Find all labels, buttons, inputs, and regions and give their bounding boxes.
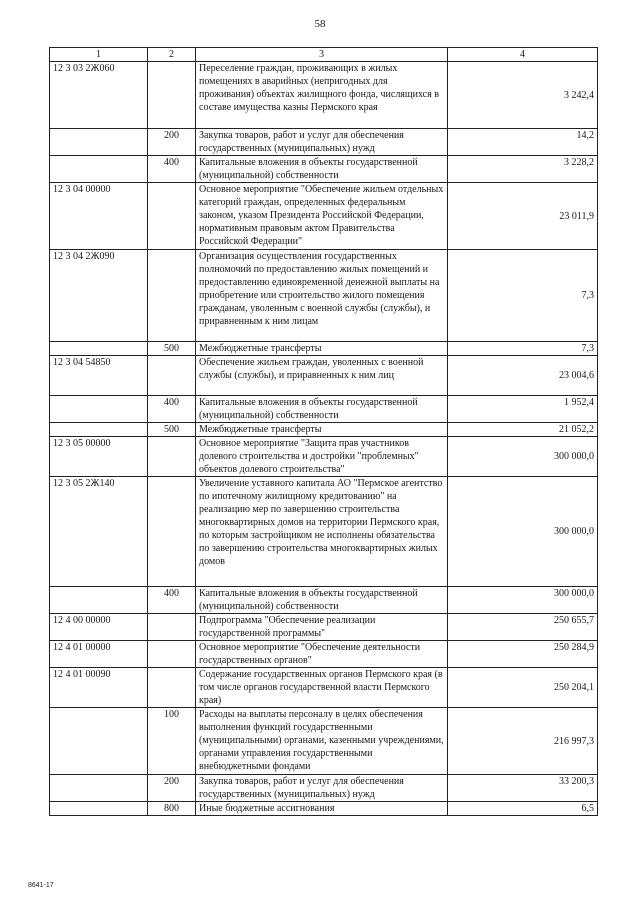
header-row <box>50 48 598 62</box>
table-row <box>50 423 598 437</box>
table-row <box>50 614 598 641</box>
header-col-1: 1 <box>50 48 148 62</box>
row-code: 12 3 05 00000 <box>50 437 148 477</box>
table-row <box>50 802 598 816</box>
row-code <box>50 342 148 356</box>
table-row <box>50 62 598 129</box>
row-amount: 250 284,9 <box>448 641 598 668</box>
row-expense-type <box>148 614 196 641</box>
row-name: Капитальные вложения в объекты государственной (муниципальной) собственности <box>196 396 448 423</box>
row-name: Основное мероприятие "Обеспечение деятельности государственных органов" <box>196 641 448 668</box>
row-amount: 6,5 <box>448 802 598 816</box>
row-expense-type: 400 <box>148 156 196 183</box>
row-amount: 14,2 <box>448 129 598 156</box>
row-expense-type <box>148 183 196 250</box>
table-row <box>50 129 598 156</box>
row-amount: 1 952,4 <box>448 396 598 423</box>
table-row <box>50 477 598 587</box>
row-name: Обеспечение жильем граждан, уволенных с военной службы (службы), и приравненных к ним лиц <box>196 356 448 396</box>
row-expense-type <box>148 437 196 477</box>
header-col-2: 2 <box>148 48 196 62</box>
row-amount: 21 052,2 <box>448 423 598 437</box>
row-amount: 23 011,9 <box>448 183 598 250</box>
header-col-3: 3 <box>196 48 448 62</box>
row-amount: 7,3 <box>448 342 598 356</box>
row-amount: 33 200,3 <box>448 775 598 802</box>
row-name: Межбюджетные трансферты <box>196 342 448 356</box>
footer-document-code: 8641-17 <box>28 882 54 889</box>
row-expense-type: 200 <box>148 129 196 156</box>
row-name: Закупка товаров, работ и услуг для обеспечения государственных (муниципальных) нужд <box>196 775 448 802</box>
row-name: Межбюджетные трансферты <box>196 423 448 437</box>
row-name: Капитальные вложения в объекты государственной (муниципальной) собственности <box>196 156 448 183</box>
row-expense-type: 400 <box>148 587 196 614</box>
table-row <box>50 396 598 423</box>
table-row <box>50 587 598 614</box>
row-code: 12 3 04 2Ж090 <box>50 250 148 342</box>
row-amount: 300 000,0 <box>448 437 598 477</box>
row-name: Расходы на выплаты персоналу в целях обеспечения выполнения функций государственными (муниципальными) органами, казенными учреждениями, органами управления государственными внебюджетными фондами <box>196 708 448 775</box>
table-row <box>50 356 598 396</box>
row-amount: 3 228,2 <box>448 156 598 183</box>
row-expense-type: 500 <box>148 342 196 356</box>
row-expense-type <box>148 668 196 708</box>
row-code: 12 3 05 2Ж140 <box>50 477 148 587</box>
row-expense-type <box>148 477 196 587</box>
row-name: Иные бюджетные ассигнования <box>196 802 448 816</box>
header-col-4: 4 <box>448 48 598 62</box>
table-row <box>50 342 598 356</box>
row-code: 12 3 03 2Ж060 <box>50 62 148 129</box>
row-code <box>50 802 148 816</box>
row-name: Капитальные вложения в объекты государственной (муниципальной) собственности <box>196 587 448 614</box>
table-row <box>50 775 598 802</box>
row-expense-type: 400 <box>148 396 196 423</box>
row-code: 12 3 04 00000 <box>50 183 148 250</box>
row-amount: 7,3 <box>448 250 598 342</box>
table-row <box>50 437 598 477</box>
row-code: 12 4 00 00000 <box>50 614 148 641</box>
row-name: Основное мероприятие "Защита прав участников долевого строительства и достройки "проблемных" объектов долевого строительства" <box>196 437 448 477</box>
row-amount: 23 004,6 <box>448 356 598 396</box>
row-expense-type: 500 <box>148 423 196 437</box>
row-expense-type <box>148 356 196 396</box>
table-row <box>50 708 598 775</box>
row-expense-type: 100 <box>148 708 196 775</box>
row-name: Закупка товаров, работ и услуг для обеспечения государственных (муниципальных) нужд <box>196 129 448 156</box>
table-row <box>50 250 598 342</box>
row-name: Организация осуществления государственных полномочий по предоставлению жилых помещений и предоставлению единовременной денежной выплаты на приобретение или строительство жилого помещения гражданам, уволенным с военной службы (службы), и приравненным к ним лицам <box>196 250 448 342</box>
row-amount: 3 242,4 <box>448 62 598 129</box>
row-code: 12 4 01 00090 <box>50 668 148 708</box>
row-code <box>50 396 148 423</box>
row-code <box>50 708 148 775</box>
table-row <box>50 641 598 668</box>
row-name: Содержание государственных органов Пермского края (в том числе органов государственной власти Пермского края) <box>196 668 448 708</box>
row-name: Переселение граждан, проживающих в жилых помещениях в аварийных (непригодных для проживания) объектах жилищного фонда, числящихся в составе имущества казны Пермского края <box>196 62 448 129</box>
row-code <box>50 423 148 437</box>
page-number: 58 <box>314 18 326 30</box>
row-amount: 250 204,1 <box>448 668 598 708</box>
row-code <box>50 129 148 156</box>
row-name: Основное мероприятие "Обеспечение жильем отдельных категорий граждан, определенных федеральным законом, указом Президента Российской Федерации, нормативным правовым актом Правительства Российской Федерации" <box>196 183 448 250</box>
table-row <box>50 183 598 250</box>
row-code <box>50 587 148 614</box>
row-code: 12 4 01 00000 <box>50 641 148 668</box>
row-expense-type <box>148 62 196 129</box>
row-name: Увеличение уставного капитала АО "Пермское агентство по ипотечному жилищному кредитованию" на реализацию мер по завершению строительства многоквартирных домов на территории Пермского края, по которым застройщиком не исполнены обязательства по завершению строительства многоквартирных жилых домов <box>196 477 448 587</box>
row-amount: 300 000,0 <box>448 587 598 614</box>
row-amount: 300 000,0 <box>448 477 598 587</box>
row-amount: 216 997,3 <box>448 708 598 775</box>
row-expense-type <box>148 250 196 342</box>
row-code <box>50 156 148 183</box>
budget-table <box>49 47 598 816</box>
table-row <box>50 156 598 183</box>
row-code <box>50 775 148 802</box>
row-name: Подпрограмма "Обеспечение реализации государственной программы" <box>196 614 448 641</box>
row-code: 12 3 04 54850 <box>50 356 148 396</box>
row-amount: 250 655,7 <box>448 614 598 641</box>
row-expense-type: 200 <box>148 775 196 802</box>
row-expense-type: 800 <box>148 802 196 816</box>
row-expense-type <box>148 641 196 668</box>
table-row <box>50 668 598 708</box>
